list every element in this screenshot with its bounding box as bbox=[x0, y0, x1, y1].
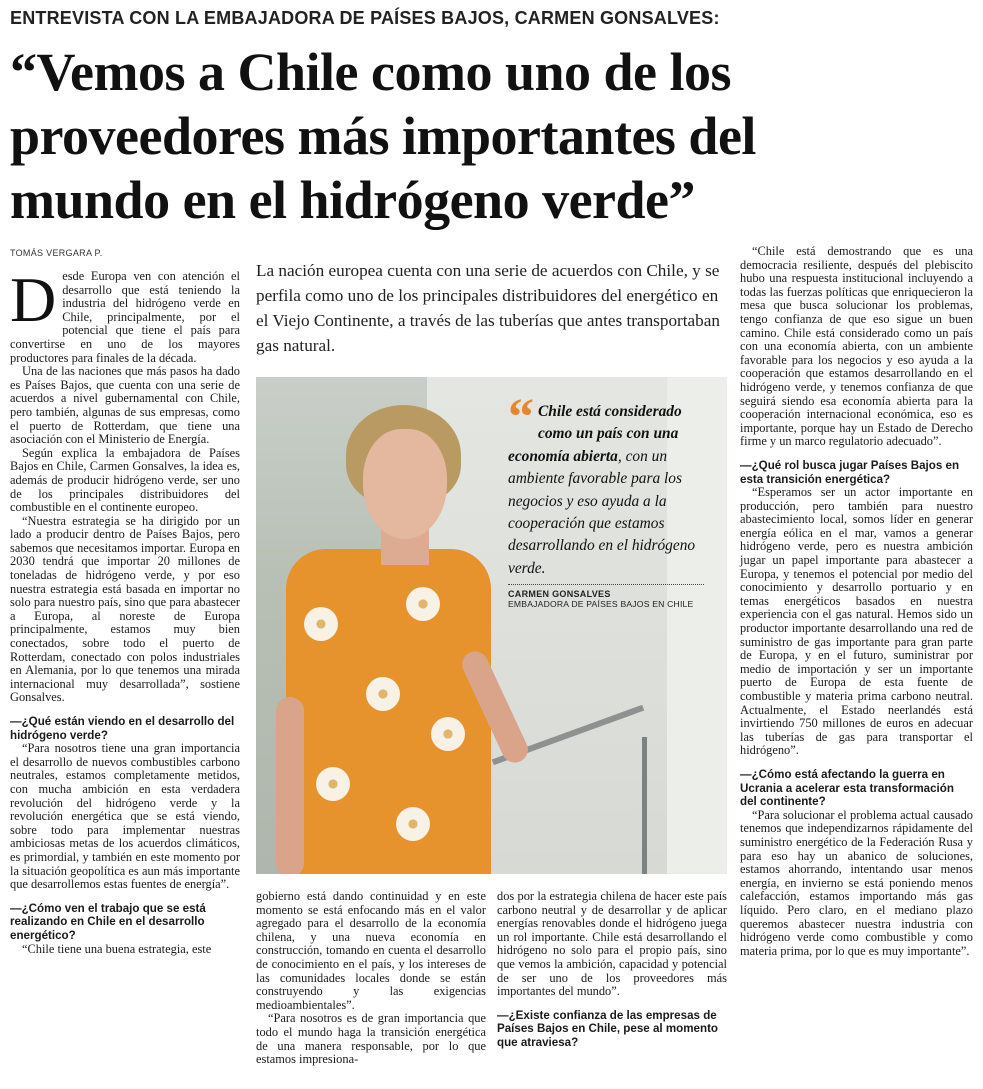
pull-quote-role: EMBAJADORA DE PAÍSES BAJOS EN CHILE bbox=[508, 599, 694, 610]
dress-flower bbox=[316, 767, 350, 801]
interview-question: —¿Qué están viendo en el desarrollo del hidrógeno verde? bbox=[10, 715, 235, 742]
interview-question: —¿Cómo está afectando la guerra en Ucrania a acelerar esta transformación del continente? bbox=[740, 767, 954, 809]
column-3 bbox=[497, 890, 727, 1050]
pull-quote-divider bbox=[508, 584, 704, 585]
paragraph: dos por la estrategia chilena de hacer este país carbono neutral y de desarrollar y de aplicar energías renovables donde el hidrógeno juega un rol importante. Chile está desarrollando el hidrógeno no solo para el propio país, sino que vemos la ambición, capacidad y potencial de ser uno de los proveedores más importantes del mundo”. bbox=[497, 889, 727, 999]
pull-quote-name: CARMEN GONSALVES bbox=[508, 589, 611, 600]
drop-cap: D bbox=[10, 270, 57, 335]
pull-quote-rest: , con un ambiente favorable para los negocios y eso ayuda a la cooperación que estamos desarrollando en el hidrógeno verde. bbox=[508, 447, 696, 577]
paragraph: gobierno está dando continuidad y en este momento se está enfocando más en el valor agregado para el desarrollo de la economía chilena, y una nueva economía en construcción, tomando en cuenta el desarrollo de conocimiento en el país, y los intereses de las comunidades locales donde se están construyendo y las exigencias medioambientales”. bbox=[256, 889, 486, 1012]
column-2 bbox=[256, 890, 486, 1067]
column-1 bbox=[10, 270, 240, 956]
headline-line-3: mundo en el hidrógeno verde” bbox=[10, 170, 696, 230]
dress-flower bbox=[431, 717, 465, 751]
interview-question: —¿Cómo ven el trabajo que se está realizando en Chile en el desarrollo energético? bbox=[10, 901, 206, 942]
dress-flower bbox=[406, 587, 440, 621]
photo-rail-post bbox=[642, 737, 647, 874]
quote-mark-icon: “ bbox=[508, 389, 534, 446]
interview-answer: “Para nosotros tiene una gran importancia el desarrollo de nuevos combustibles carbono neutrales, estamos completamente metidos, con mucha ambición en esta verdadera revolución del hidrógeno verde y la revolución energética que se está viendo, sobre todo para implementar nuestras ambiciosas metas de los acuerdos climáticos, es primordial, y también en este momento por la situación geopolítica es aun más importante que desarrollemos estas fuentes de energía”. bbox=[10, 741, 240, 892]
article-lead: La nación europea cuenta con una serie de acuerdos con Chile, y se perfila como uno de los principales distribuidores del energético en el Viejo Continente, a través de las tuberías que antes transportaban gas natural. bbox=[256, 261, 720, 355]
dress-flower bbox=[304, 607, 338, 641]
byline: TOMÁS VERGARA P. bbox=[10, 248, 103, 258]
headline-line-1: “Vemos a Chile como uno de los bbox=[10, 42, 732, 102]
interview-answer: “Chile tiene una buena estrategia, este bbox=[22, 941, 212, 956]
interview-answer: “Para solucionar el problema actual causado tenemos que independizarnos rápidamente del suministro energético de la Federación Rusa y para eso hay un abanico de soluciones, estamos ahorrando, intentando usar menos energía, en invierno se está poniendo menos calefacción, estamos importando más gas líquido. Pero claro, en el mediano plazo queremos abastecer nuestra industria con hidrógeno verde como combustible y como materia prima, por lo que es muy importante”. bbox=[740, 807, 973, 958]
paragraph: Una de las naciones que más pasos ha dado es Países Bajos, que cuenta con una serie de acuerdos a nivel gubernamental con Chile, pero también, algunas de sus empresas, como el puerto de Rotterdam, que tiene una asociación con el Ministerio de Energía. bbox=[10, 364, 240, 447]
intro-paragraph bbox=[10, 270, 240, 365]
photo-dress bbox=[286, 549, 491, 874]
intro-text: esde Europa ven con atención el desarrollo que está teniendo la industria del hidrógeno verde en Chile, principalmente, por el potencial que tiene el país para convertirse en uno de los mayores productores para finales de la década. bbox=[10, 270, 240, 365]
interview-answer: “Esperamos ser un actor importante en producción, pero también para nuestro abastecimiento local, somos líder en generar energía eólica en el mar, vamos a generar hidrógeno verde, pero es nuestra ambición jugar un papel importante para abastecer a Europa, y tenemos el potencial por medio del conocimiento y desarrollo portuario y en temas energéticos basados en nuestra experiencia con el gas natural. Hemos sido un productor importante desarrollando una red de suministro de gas importante para gran parte de Europa, y en el futuro, suministrar por medio de importación y ser un importante puerto de Europa de esta fuente de combustible y materia prima carbono neutral. Actualmente, el Estado neerlandés está invirtiendo 750 millones de euros en adecuar las tuberías de gas para transportar el hidrógeno”. bbox=[740, 485, 973, 758]
interview-question: —¿Existe confianza de las empresas de Países Bajos en Chile, pese al momento que atraviesa? bbox=[497, 1008, 719, 1049]
interview-question: —¿Qué rol busca jugar Países Bajos en esta transición energética? bbox=[740, 458, 960, 486]
ambassador-photo bbox=[256, 377, 727, 874]
paragraph: “Chile está demostrando que es una democracia resiliente, después del plebiscito hubo una respuesta institucional incluyendo a todas las fuerzas políticas que enriquecieron la mesa que busca solucionar los problemas, tengo confianza de que eso sigue un buen camino. Chile está considerado como un país con una economía abierta, con un ambiente favorable para los negocios y eso ayuda a la cooperación que estamos desarrollando en el hidrógeno verde, y tenemos confianza de que seguirá siendo esa economía abierta para la cooperación internacional económica, eso es importante, porque hay un Estado de Derecho firme y un marco regulatorio adecuado”. bbox=[740, 244, 973, 449]
dress-flower bbox=[366, 677, 400, 711]
column-4 bbox=[740, 245, 973, 958]
dress-flower bbox=[396, 807, 430, 841]
article-headline bbox=[10, 40, 975, 232]
article-kicker: ENTREVISTA CON LA EMBAJADORA DE PAÍSES BAJOS, CARMEN GONSALVES: bbox=[10, 8, 720, 28]
pull-quote-bold: Chile está considerado como un país con una economía abierta bbox=[508, 403, 682, 465]
photo-arm bbox=[276, 697, 304, 874]
paragraph: “Para nosotros es de gran importancia que todo el mundo haga la transición energética de una manera responsable, por lo que estamos impresiona- bbox=[256, 1011, 486, 1067]
photo-face bbox=[363, 429, 447, 539]
pull-quote bbox=[508, 389, 714, 610]
paragraph: “Nuestra estrategia se ha dirigido por un lado a producir dentro de Países Bajos, pero sabemos que necesitamos importar. Europa en 2030 tendrá que importar 20 millones de toneladas de hidrógeno verde, y por eso nuestra estrategia está basada en importar no solo para nuestro país, sino que para abastecer a Europa, al noreste de Europa principalmente, estamos muy bien conectados, sobre todo el puerto de Rotterdam, conectado con polos industriales en Alemania, por lo que tenemos una mirada internacional muy desarrollada”, sostiene Gonsalves. bbox=[10, 513, 240, 705]
paragraph: Según explica la embajadora de Países Bajos en Chile, Carmen Gonsalves, la idea es, además de producir hidrógeno verde, ser uno de los principales distribuidores del combustible en el continente europeo. bbox=[10, 445, 240, 515]
pull-quote-text bbox=[508, 389, 714, 580]
headline-line-2: proveedores más importantes del bbox=[10, 106, 756, 166]
